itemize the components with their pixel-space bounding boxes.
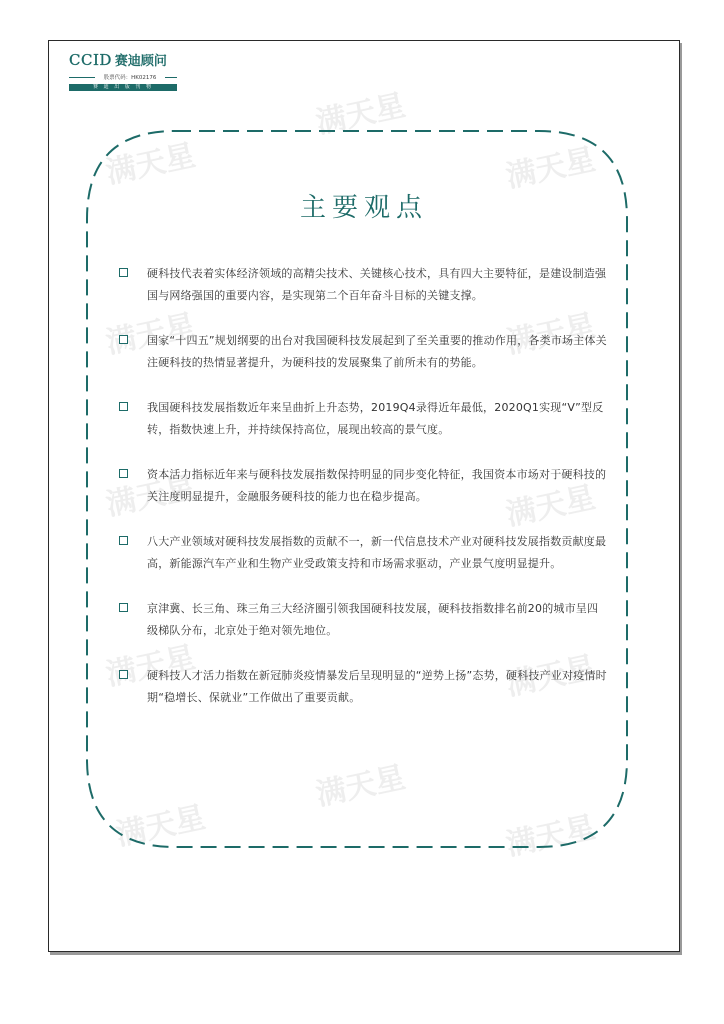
watermark: 满天星 (503, 307, 599, 361)
list-item (119, 397, 609, 441)
point-text: 硬科技人才活力指数在新冠肺炎疫情暴发后呈现明显的“逆势上扬”态势，硬科技产业对疫情时期“稳增长、保就业”工作做出了重要贡献。 (147, 669, 607, 704)
list-item (119, 330, 609, 374)
report-page (48, 40, 680, 952)
point-text: 京津冀、长三角、珠三角三大经济圈引领我国硬科技发展，硬科技指数排名前20的城市呈四级梯队分布，北京处于绝对领先地位。 (147, 602, 599, 637)
point-text: 国家“十四五”规划纲要的出台对我国硬科技发展起到了至关重要的推动作用，各类市场主体关注硬科技的热情显著提升，为硬科技的发展聚集了前所未有的势能。 (147, 334, 607, 369)
logo-company-name: 赛迪顾问 (114, 54, 167, 69)
point-text: 我国硬科技发展指数近年来呈曲折上升态势，2019Q4录得近年最低，2020Q1实现“V”型反转，指数快速上升，并持续保持高位，展现出较高的景气度。 (147, 401, 604, 436)
square-bullet-icon (119, 469, 128, 478)
list-item (119, 531, 609, 575)
watermark: 满天星 (313, 759, 409, 813)
point-text: 八大产业领域对硬科技发展指数的贡献不一，新一代信息技术产业对硬科技发展指数贡献度最高，新能源汽车产业和生物产业受政策支持和市场需求驱动，产业景气度明显提升。 (147, 535, 607, 570)
watermark: 满天星 (313, 87, 409, 141)
watermark: 满天星 (503, 649, 599, 703)
watermark: 满天星 (503, 479, 599, 533)
logo-stock-code: 股票代码：HK02176 (103, 75, 157, 81)
point-text: 硬科技代表着实体经济领域的高精尖技术、关键核心技术，具有四大主要特征，是建设制造强国与网络强国的重要内容，是实现第二个百年奋斗目标的关键支撑。 (147, 267, 607, 302)
page-title: 主要观点 (299, 193, 428, 223)
square-bullet-icon (119, 603, 128, 612)
watermark: 满天星 (503, 809, 599, 863)
square-bullet-icon (119, 335, 128, 344)
list-item (119, 263, 609, 307)
watermark: 满天星 (103, 639, 199, 693)
watermark: 满天星 (103, 307, 199, 361)
watermark: 满天星 (503, 141, 599, 195)
watermark: 满天星 (103, 137, 199, 191)
list-item (119, 598, 609, 642)
logo-wordmark: CCID (69, 51, 112, 69)
logo-banner: 赛 迪 出 版 刊 物 (69, 84, 177, 91)
square-bullet-icon (119, 670, 128, 679)
point-text: 资本活力指标近年来与硬科技发展指数保持明显的同步变化特征，我国资本市场对于硬科技的关注度明显提升，金融服务硬科技的能力也在稳步提高。 (147, 468, 607, 503)
square-bullet-icon (119, 402, 128, 411)
logo-rule-left (69, 77, 95, 78)
logo-rule-right (165, 77, 177, 78)
square-bullet-icon (119, 536, 128, 545)
watermark: 满天星 (103, 469, 199, 523)
watermark: 满天星 (113, 799, 209, 853)
square-bullet-icon (119, 268, 128, 277)
list-item (119, 665, 609, 709)
key-points-list (119, 263, 609, 732)
ccid-logo (69, 50, 249, 98)
list-item (119, 464, 609, 508)
